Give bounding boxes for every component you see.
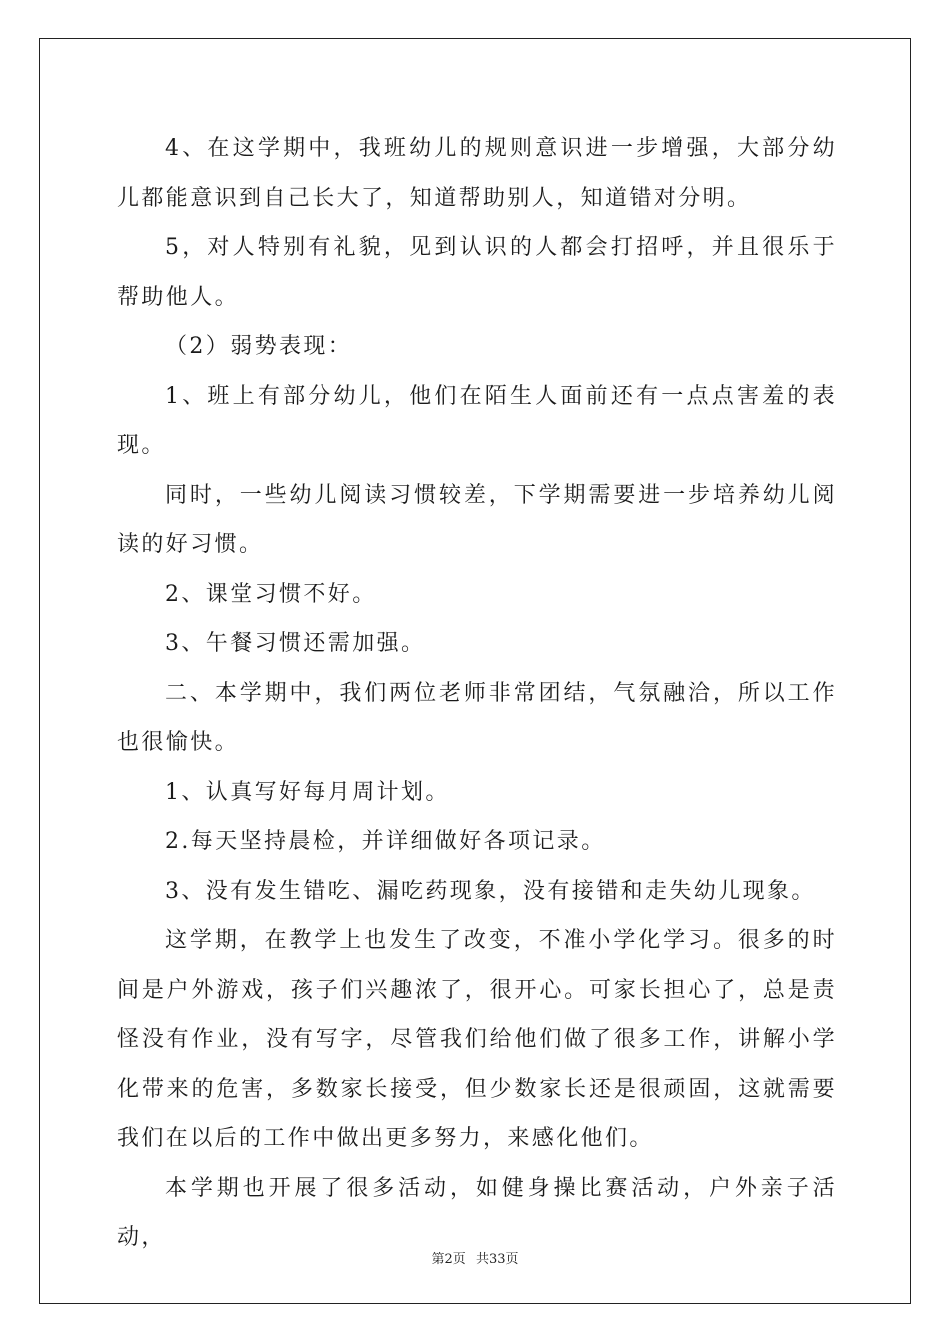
paragraph: 1、认真写好每月周计划。 [165,779,450,805]
paragraph: 本学期也开展了很多活动，如健身操比赛活动，户外亲子活动， [117,1175,837,1250]
paragraph: 这学期，在教学上也发生了改变，不准小学化学习。很多的时间是户外游戏，孩子们兴趣浓了，很开心。可家长担心了，总是责怪没有作业，没有写字，尽管我们给他们做了很多工作，讲解小学化带来的危害，多数家长接受，但少数家长还是很顽固，这就需要我们在以后的工作中做出更多努力，来感化他们。 [117,928,837,1151]
paragraph: 3、没有发生错吃、漏吃药现象，没有接错和走失幼儿现象。 [165,878,816,904]
page-footer [0,1248,950,1267]
paragraph: 1、班上有部分幼儿，他们在陌生人面前还有一点点害羞的表现。 [117,383,837,458]
paragraph: 4、在这学期中，我班幼儿的规则意识进一步增强，大部分幼儿都能意识到自己长大了，知道帮助别人，知道错对分明。 [117,136,837,211]
document-body [117,124,837,1263]
paragraph: 3、午餐习惯还需加强。 [165,631,426,656]
paragraph: 同时，一些幼儿阅读习惯较差，下学期需要进一步培养幼儿阅读的好习惯。 [117,482,837,557]
paragraph: 2、课堂习惯不好。 [165,581,377,607]
paragraph: 二、本学期中，我们两位老师非常团结，气氛融洽，所以工作也很愉快。 [117,680,837,755]
paragraph: 5，对人特别有礼貌，见到认识的人都会打招呼，并且很乐于帮助他人。 [117,235,837,310]
section-heading: （2）弱势表现： [165,334,353,359]
total-pages: 共33页 [475,1252,519,1267]
paragraph: 2.每天坚持晨检，并详细做好各项记录。 [165,829,606,854]
page-number: 第2页 [431,1252,466,1267]
